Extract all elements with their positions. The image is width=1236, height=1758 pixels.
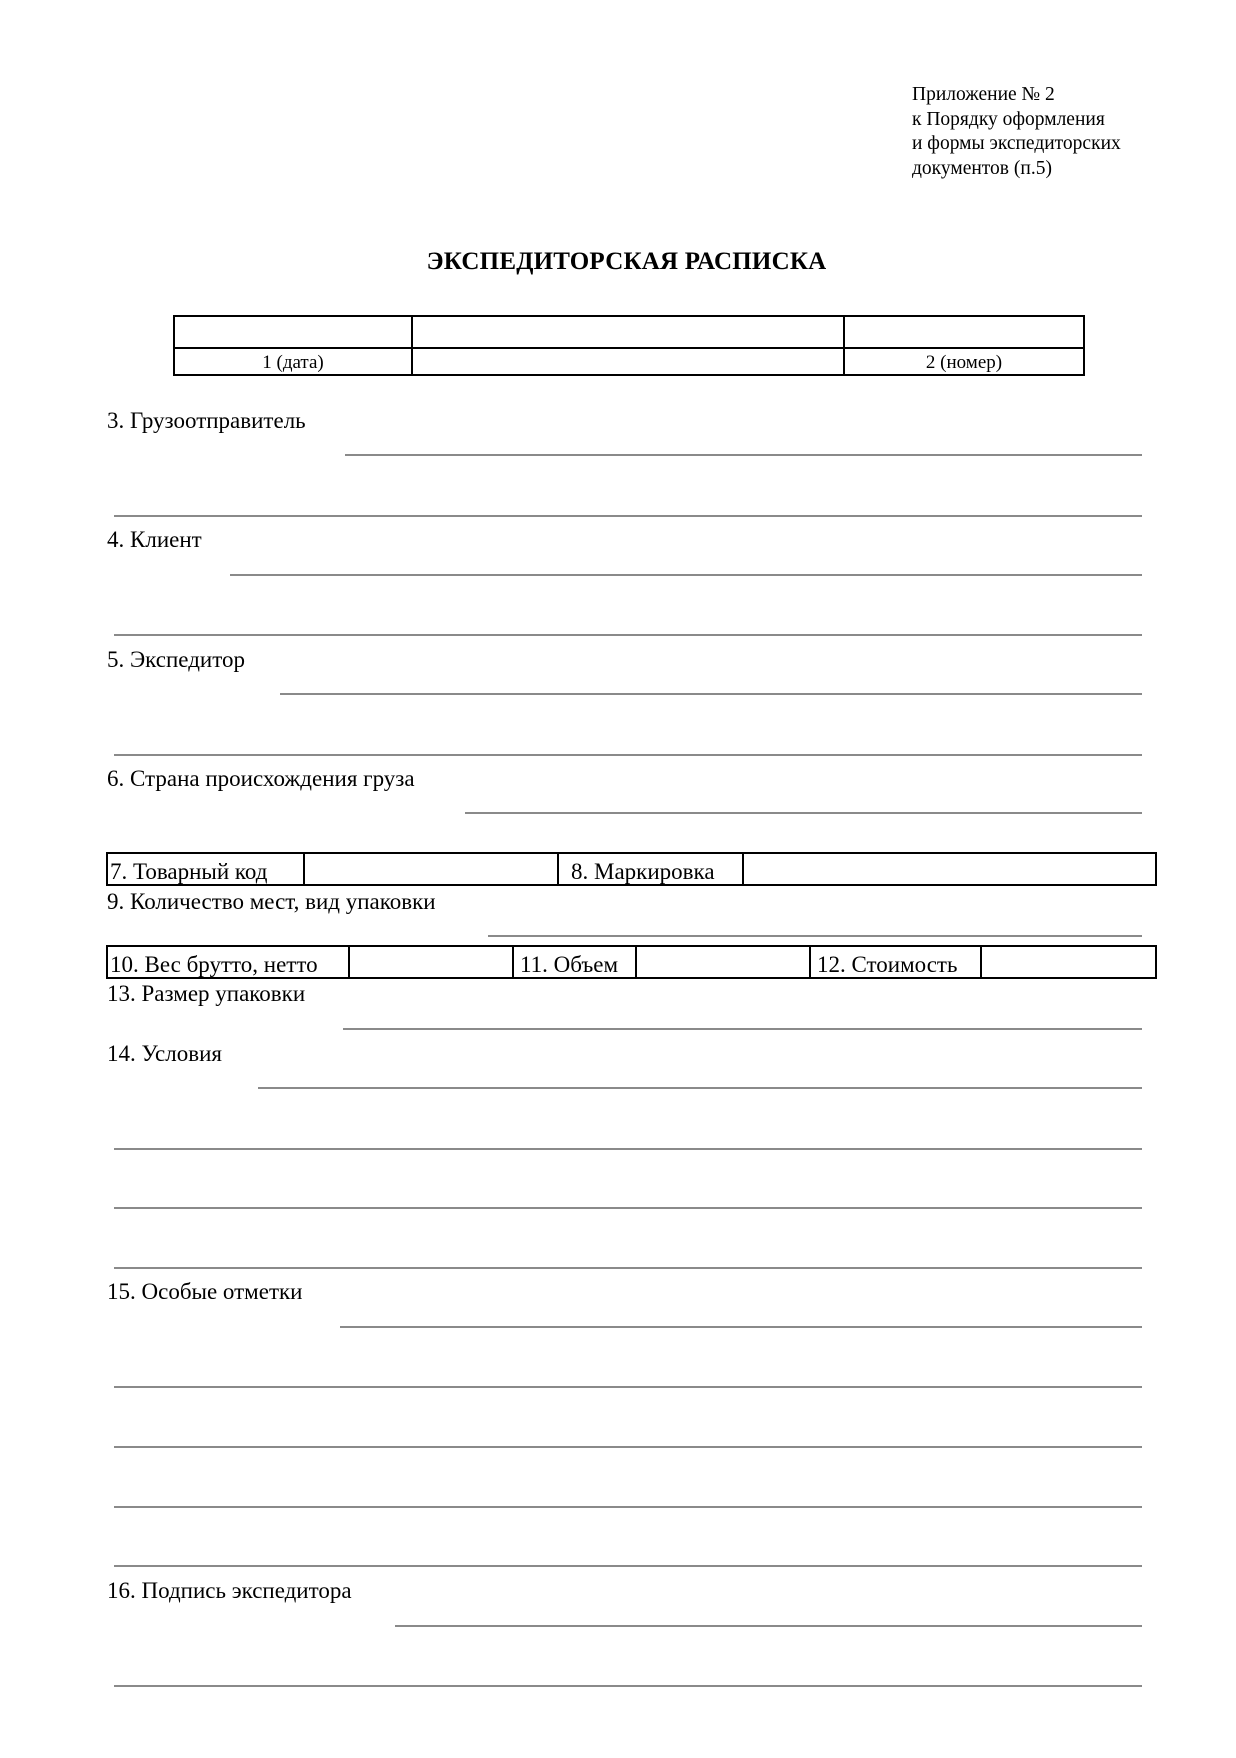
- header-table: [173, 315, 1085, 376]
- conditions-line[interactable]: [114, 1267, 1142, 1269]
- conditions-line[interactable]: [114, 1207, 1142, 1209]
- origin-country-label: 6. Страна происхождения груза: [107, 766, 415, 791]
- package-size-label: 13. Размер упаковки: [107, 981, 306, 1006]
- forwarder-line[interactable]: [280, 693, 1142, 695]
- code-marking-row: [106, 852, 1157, 886]
- weight-field[interactable]: [349, 946, 513, 978]
- header-middle-caption: [412, 348, 844, 375]
- weight-label: 10. Вес брутто, нетто: [107, 946, 349, 978]
- appendix-line: Приложение № 2: [912, 84, 1055, 105]
- special-notes-line[interactable]: [340, 1326, 1142, 1328]
- forwarder-signature-line[interactable]: [395, 1625, 1142, 1627]
- forwarder-signature-line[interactable]: [114, 1685, 1142, 1687]
- appendix-line: к Порядку оформления: [912, 108, 1105, 130]
- conditions-line[interactable]: [114, 1148, 1142, 1150]
- value-label: 12. Стоимость: [810, 946, 981, 978]
- shipper-line[interactable]: [345, 454, 1142, 456]
- commodity-code-field[interactable]: [304, 853, 558, 885]
- client-label: 4. Клиент: [107, 527, 202, 552]
- conditions-line[interactable]: [258, 1087, 1142, 1089]
- volume-field[interactable]: [636, 946, 810, 978]
- special-notes-line[interactable]: [114, 1565, 1142, 1567]
- value-field[interactable]: [981, 946, 1156, 978]
- appendix-line: документов (п.5): [912, 157, 1052, 179]
- commodity-code-label: 7. Товарный код: [107, 853, 304, 885]
- origin-country-line[interactable]: [465, 812, 1142, 814]
- special-notes-line[interactable]: [114, 1386, 1142, 1388]
- packages-line[interactable]: [488, 935, 1142, 937]
- forwarder-signature-label: 16. Подпись экспедитора: [107, 1578, 352, 1603]
- client-line[interactable]: [230, 574, 1142, 576]
- packages-label: 9. Количество мест, вид упаковки: [107, 889, 436, 914]
- appendix-note: [912, 83, 1121, 181]
- conditions-label: 14. Условия: [107, 1041, 222, 1066]
- appendix-line: и формы экспедиторских: [912, 133, 1121, 154]
- volume-label: 11. Объем: [513, 946, 636, 978]
- shipper-line[interactable]: [114, 515, 1142, 517]
- forwarder-label: 5. Экспедитор: [107, 647, 245, 672]
- marking-label: 8. Маркировка: [558, 853, 743, 885]
- package-size-line[interactable]: [343, 1028, 1142, 1030]
- special-notes-line[interactable]: [114, 1506, 1142, 1508]
- special-notes-label: 15. Особые отметки: [107, 1279, 303, 1304]
- date-caption: 1 (дата): [174, 348, 412, 375]
- number-caption: 2 (номер): [844, 348, 1084, 375]
- document-title: ЭКСПЕДИТОРСКАЯ РАСПИСКА: [426, 248, 827, 275]
- header-middle-field[interactable]: [412, 316, 844, 348]
- number-field[interactable]: [844, 316, 1084, 348]
- date-field[interactable]: [174, 316, 412, 348]
- shipper-label: 3. Грузоотправитель: [107, 408, 306, 433]
- marking-field[interactable]: [743, 853, 1156, 885]
- client-line[interactable]: [114, 634, 1142, 636]
- special-notes-line[interactable]: [114, 1446, 1142, 1448]
- weight-volume-value-row: [106, 945, 1157, 979]
- forwarder-line[interactable]: [114, 754, 1142, 756]
